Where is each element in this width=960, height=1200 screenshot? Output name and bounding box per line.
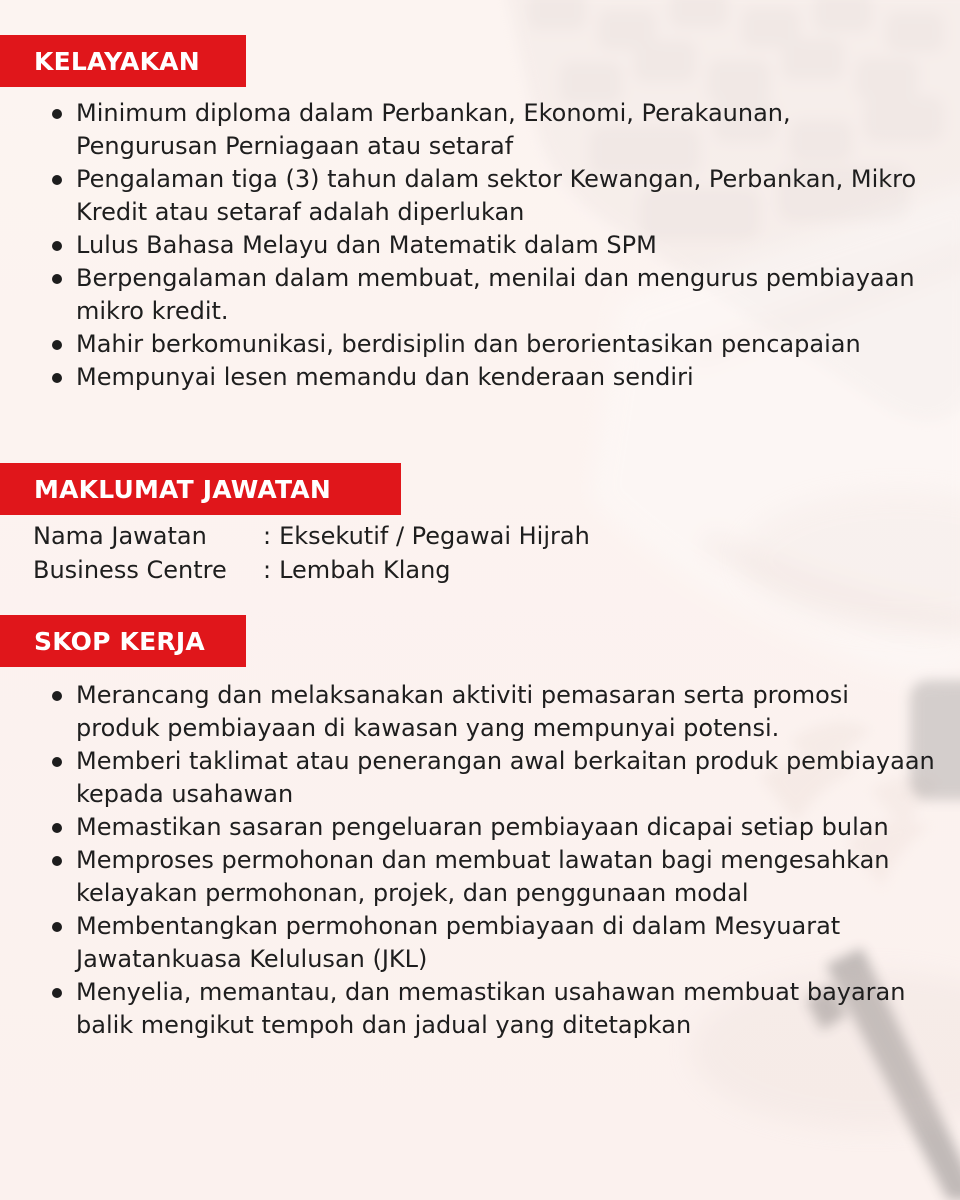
bullet-icon: [52, 109, 62, 119]
skop-kerja-item-text: Memproses permohonan dan membuat lawatan bagi mengesahkan kelayakan permohonan, projek, dan penggunaan modal: [76, 846, 890, 907]
kelayakan-title: KELAYAKAN: [34, 46, 200, 76]
skop-kerja-list: [46, 679, 936, 1042]
bullet-icon: [52, 691, 62, 701]
skop-kerja-item-text: Merancang dan melaksanakan aktiviti pemasaran serta promosi produk pembiayaan di kawasan yang mempunyai potensi.: [76, 681, 849, 742]
bullet-icon: [52, 340, 62, 350]
kelayakan-item: [46, 328, 936, 361]
nama-jawatan-row: [33, 519, 893, 553]
skop-kerja-item-text: Memberi taklimat atau penerangan awal berkaitan produk pembiayaan kepada usahawan: [76, 747, 935, 808]
bullet-icon: [52, 274, 62, 284]
business-centre-value-wrap: [263, 553, 893, 587]
maklumat-jawatan-block: [33, 519, 893, 587]
business-centre-label: Business Centre: [33, 556, 227, 584]
kelayakan-item: [46, 229, 936, 262]
skop-kerja-item: [46, 745, 936, 811]
skop-kerja-item-text: Menyelia, memantau, dan memastikan usahawan membuat bayaran balik mengikut tempoh dan jadual yang ditetapkan: [76, 978, 906, 1039]
nama-jawatan-value: Eksekutif / Pegawai Hijrah: [279, 522, 590, 550]
kelayakan-item-text: Lulus Bahasa Melayu dan Matematik dalam SPM: [76, 231, 657, 259]
skop-kerja-item: [46, 811, 936, 844]
kelayakan-item: [46, 97, 936, 163]
kelayakan-tag: [0, 35, 246, 87]
bullet-icon: [52, 856, 62, 866]
kelayakan-item-text: Minimum diploma dalam Perbankan, Ekonomi, Perakaunan, Pengurusan Perniagaan atau setaraf: [76, 99, 791, 160]
kelayakan-item: [46, 262, 936, 328]
skop-kerja-item: [46, 844, 936, 910]
kelayakan-item: [46, 163, 936, 229]
skop-kerja-item-text: Memastikan sasaran pengeluaran pembiayaan dicapai setiap bulan: [76, 813, 889, 841]
bullet-icon: [52, 988, 62, 998]
bullet-icon: [52, 241, 62, 251]
nama-jawatan-label: Nama Jawatan: [33, 522, 207, 550]
kelayakan-item: [46, 361, 936, 394]
bullet-icon: [52, 373, 62, 383]
bullet-icon: [52, 922, 62, 932]
kelayakan-item-text: Pengalaman tiga (3) tahun dalam sektor Kewangan, Perbankan, Mikro Kredit atau setaraf adalah diperlukan: [76, 165, 917, 226]
bullet-icon: [52, 757, 62, 767]
skop-kerja-item: [46, 910, 936, 976]
skop-kerja-title: SKOP KERJA: [34, 626, 205, 656]
nama-jawatan-value-wrap: [263, 519, 893, 553]
maklumat-jawatan-tag: [0, 463, 401, 515]
skop-kerja-item: [46, 976, 936, 1042]
kelayakan-list: [46, 97, 936, 394]
business-centre-separator: :: [263, 556, 272, 584]
kelayakan-item-text: Berpengalaman dalam membuat, menilai dan mengurus pembiayaan mikro kredit.: [76, 264, 915, 325]
bullet-icon: [52, 175, 62, 185]
skop-kerja-tag: [0, 615, 246, 667]
skop-kerja-item-text: Membentangkan permohonan pembiayaan di dalam Mesyuarat Jawatankuasa Kelulusan (JKL): [76, 912, 841, 973]
maklumat-jawatan-title: MAKLUMAT JAWATAN: [34, 474, 331, 504]
kelayakan-item-text: Mahir berkomunikasi, berdisiplin dan berorientasikan pencapaian: [76, 330, 861, 358]
nama-jawatan-separator: :: [263, 522, 272, 550]
business-centre-value: Lembah Klang: [279, 556, 451, 584]
skop-kerja-item: [46, 679, 936, 745]
bullet-icon: [52, 823, 62, 833]
business-centre-row: [33, 553, 893, 587]
kelayakan-item-text: Mempunyai lesen memandu dan kenderaan sendiri: [76, 363, 694, 391]
